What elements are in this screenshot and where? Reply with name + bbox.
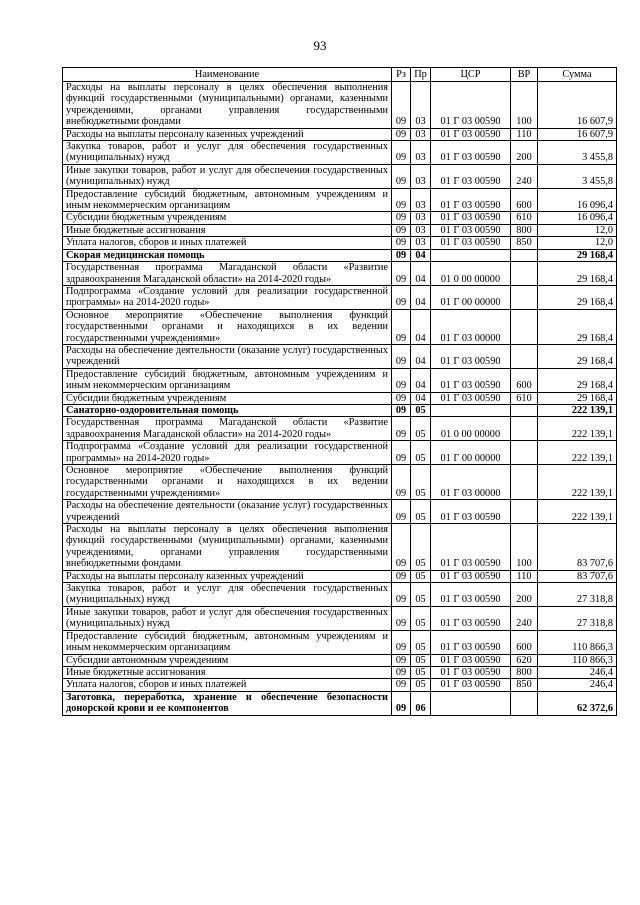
table-row bbox=[63, 344, 617, 368]
cell-pr: 05 bbox=[411, 570, 431, 582]
cell-rz: 09 bbox=[392, 262, 411, 286]
cell-name: Подпрограмма «Создание условий для реализации государственной программы» на 2014-2020 годы» bbox=[63, 441, 392, 465]
cell-pr: 05 bbox=[411, 404, 431, 416]
cell-csr: 01 Г 03 00590 bbox=[431, 630, 511, 654]
cell-vr bbox=[511, 285, 538, 309]
cell-vr: 100 bbox=[511, 524, 538, 571]
cell-rz: 09 bbox=[392, 654, 411, 666]
cell-pr: 04 bbox=[411, 249, 431, 261]
cell-sum: 83 707,6 bbox=[538, 570, 617, 582]
cell-sum: 16 096,4 bbox=[538, 188, 617, 212]
cell-name: Расходы на выплаты персоналу казенных учреждений bbox=[63, 570, 392, 582]
cell-name: Уплата налогов, сборов и иных платежей bbox=[63, 679, 392, 691]
cell-rz: 09 bbox=[392, 570, 411, 582]
cell-rz: 09 bbox=[392, 285, 411, 309]
cell-name: Уплата налогов, сборов и иных платежей bbox=[63, 237, 392, 249]
cell-pr: 05 bbox=[411, 524, 431, 571]
cell-pr: 03 bbox=[411, 141, 431, 165]
table-row bbox=[63, 417, 617, 441]
cell-csr: 01 Г 03 00590 bbox=[431, 368, 511, 392]
cell-rz: 09 bbox=[392, 141, 411, 165]
cell-vr: 240 bbox=[511, 606, 538, 630]
cell-csr: 01 Г 03 00590 bbox=[431, 666, 511, 678]
table-row bbox=[63, 570, 617, 582]
cell-sum: 222 139,1 bbox=[538, 404, 617, 416]
table-row bbox=[63, 524, 617, 571]
cell-sum: 222 139,1 bbox=[538, 465, 617, 500]
table-row bbox=[63, 606, 617, 630]
cell-sum: 29 168,4 bbox=[538, 309, 617, 344]
cell-csr: 01 Г 03 00590 bbox=[431, 654, 511, 666]
cell-pr: 05 bbox=[411, 441, 431, 465]
cell-csr bbox=[431, 404, 511, 416]
cell-sum: 3 455,8 bbox=[538, 164, 617, 188]
cell-pr: 05 bbox=[411, 630, 431, 654]
cell-csr: 01 Г 03 00000 bbox=[431, 465, 511, 500]
cell-vr bbox=[511, 465, 538, 500]
cell-name: Подпрограмма «Создание условий для реализации государственной программы» на 2014-2020 годы» bbox=[63, 285, 392, 309]
cell-pr: 05 bbox=[411, 465, 431, 500]
table-row bbox=[63, 285, 617, 309]
cell-vr bbox=[511, 417, 538, 441]
cell-name: Предоставление субсидий бюджетным, автономным учреждениям и иным некоммерческим организациям bbox=[63, 368, 392, 392]
cell-sum: 83 707,6 bbox=[538, 524, 617, 571]
cell-csr: 01 0 00 00000 bbox=[431, 262, 511, 286]
cell-csr: 01 Г 03 00590 bbox=[431, 606, 511, 630]
cell-sum: 29 168,4 bbox=[538, 249, 617, 261]
cell-sum: 3 455,8 bbox=[538, 141, 617, 165]
table-row bbox=[63, 262, 617, 286]
table-row bbox=[63, 368, 617, 392]
cell-vr: 620 bbox=[511, 654, 538, 666]
cell-vr bbox=[511, 691, 538, 715]
cell-name: Расходы на обеспечение деятельности (оказание услуг) государственных учреждений bbox=[63, 344, 392, 368]
cell-csr: 01 Г 03 00590 bbox=[431, 583, 511, 607]
cell-sum: 27 318,8 bbox=[538, 606, 617, 630]
table-row bbox=[63, 679, 617, 691]
cell-pr: 03 bbox=[411, 188, 431, 212]
cell-rz: 09 bbox=[392, 404, 411, 416]
cell-csr: 01 Г 03 00590 bbox=[431, 128, 511, 140]
cell-rz: 09 bbox=[392, 465, 411, 500]
cell-csr: 01 Г 03 00590 bbox=[431, 212, 511, 224]
header-csr: ЦСР bbox=[431, 68, 511, 82]
cell-name: Иные бюджетные ассигнования bbox=[63, 666, 392, 678]
cell-rz: 09 bbox=[392, 224, 411, 236]
cell-vr: 110 bbox=[511, 570, 538, 582]
table-row bbox=[63, 188, 617, 212]
cell-rz: 09 bbox=[392, 128, 411, 140]
cell-pr: 03 bbox=[411, 128, 431, 140]
cell-pr: 03 bbox=[411, 237, 431, 249]
table-row bbox=[63, 212, 617, 224]
cell-rz: 09 bbox=[392, 666, 411, 678]
cell-pr: 03 bbox=[411, 212, 431, 224]
cell-name: Расходы на обеспечение деятельности (оказание услуг) государственных учреждений bbox=[63, 500, 392, 524]
cell-pr: 03 bbox=[411, 224, 431, 236]
cell-name: Санаторно-оздоровительная помощь bbox=[63, 404, 392, 416]
cell-sum: 110 866,3 bbox=[538, 630, 617, 654]
cell-csr: 01 Г 03 00590 bbox=[431, 500, 511, 524]
cell-name: Субсидии автономным учреждениям bbox=[63, 654, 392, 666]
cell-vr bbox=[511, 441, 538, 465]
table-row bbox=[63, 141, 617, 165]
table-row bbox=[63, 82, 617, 129]
cell-vr: 610 bbox=[511, 212, 538, 224]
cell-vr bbox=[511, 500, 538, 524]
cell-pr: 05 bbox=[411, 679, 431, 691]
cell-sum: 16 607,9 bbox=[538, 82, 617, 129]
cell-pr: 05 bbox=[411, 417, 431, 441]
cell-pr: 05 bbox=[411, 654, 431, 666]
cell-name: Расходы на выплаты персоналу в целях обеспечения выполнения функций государственными (муниципальными) органами, казенными учреждениями, органами управления государственными внебюджетными фондами bbox=[63, 82, 392, 129]
header-sum: Сумма bbox=[538, 68, 617, 82]
cell-rz: 09 bbox=[392, 583, 411, 607]
cell-vr: 240 bbox=[511, 164, 538, 188]
cell-vr bbox=[511, 262, 538, 286]
cell-rz: 09 bbox=[392, 82, 411, 129]
page-number: 93 bbox=[313, 38, 327, 53]
table-row bbox=[63, 128, 617, 140]
cell-pr: 04 bbox=[411, 344, 431, 368]
cell-sum: 29 168,4 bbox=[538, 262, 617, 286]
table-row bbox=[63, 465, 617, 500]
cell-vr: 110 bbox=[511, 128, 538, 140]
cell-rz: 09 bbox=[392, 309, 411, 344]
cell-rz: 09 bbox=[392, 392, 411, 404]
cell-rz: 09 bbox=[392, 441, 411, 465]
cell-csr bbox=[431, 691, 511, 715]
table-row bbox=[63, 237, 617, 249]
cell-csr bbox=[431, 249, 511, 261]
cell-rz: 09 bbox=[392, 679, 411, 691]
cell-csr: 01 Г 03 00000 bbox=[431, 309, 511, 344]
cell-rz: 09 bbox=[392, 237, 411, 249]
cell-vr: 610 bbox=[511, 392, 538, 404]
cell-sum: 222 139,1 bbox=[538, 500, 617, 524]
cell-name: Скорая медицинская помощь bbox=[63, 249, 392, 261]
cell-csr: 01 Г 03 00590 bbox=[431, 82, 511, 129]
cell-pr: 04 bbox=[411, 368, 431, 392]
table-row bbox=[63, 249, 617, 261]
cell-rz: 09 bbox=[392, 691, 411, 715]
cell-name: Расходы на выплаты персоналу в целях обеспечения выполнения функций государственными (муниципальными) органами, казенными учреждениями, органами управления государственными внебюджетными фондами bbox=[63, 524, 392, 571]
table-row bbox=[63, 224, 617, 236]
cell-rz: 09 bbox=[392, 164, 411, 188]
cell-vr: 600 bbox=[511, 188, 538, 212]
cell-pr: 05 bbox=[411, 500, 431, 524]
cell-vr bbox=[511, 344, 538, 368]
header-vr: ВР bbox=[511, 68, 538, 82]
cell-name: Расходы на выплаты персоналу казенных учреждений bbox=[63, 128, 392, 140]
table-row bbox=[63, 164, 617, 188]
cell-name: Закупка товаров, работ и услуг для обеспечения государственных (муниципальных) нужд bbox=[63, 141, 392, 165]
cell-sum: 16 096,4 bbox=[538, 212, 617, 224]
budget-table bbox=[62, 67, 617, 716]
header-rz: Рз bbox=[392, 68, 411, 82]
cell-name: Субсидии бюджетным учреждениям bbox=[63, 392, 392, 404]
cell-csr: 01 Г 03 00590 bbox=[431, 237, 511, 249]
cell-name: Иные закупки товаров, работ и услуг для обеспечения государственных (муниципальных) нужд bbox=[63, 606, 392, 630]
cell-name: Предоставление субсидий бюджетным, автономным учреждениям и иным некоммерческим организациям bbox=[63, 630, 392, 654]
cell-name: Государственная программа Магаданской области «Развитие здравоохранения Магаданской области» на 2014-2020 годы» bbox=[63, 262, 392, 286]
cell-csr: 01 Г 03 00590 bbox=[431, 679, 511, 691]
cell-csr: 01 Г 03 00590 bbox=[431, 344, 511, 368]
table-row bbox=[63, 666, 617, 678]
cell-sum: 246,4 bbox=[538, 666, 617, 678]
cell-sum: 222 139,1 bbox=[538, 441, 617, 465]
cell-rz: 09 bbox=[392, 524, 411, 571]
cell-sum: 29 168,4 bbox=[538, 344, 617, 368]
cell-csr: 01 0 00 00000 bbox=[431, 417, 511, 441]
table-row bbox=[63, 392, 617, 404]
cell-sum: 222 139,1 bbox=[538, 417, 617, 441]
cell-name: Закупка товаров, работ и услуг для обеспечения государственных (муниципальных) нужд bbox=[63, 583, 392, 607]
cell-csr: 01 Г 00 00000 bbox=[431, 285, 511, 309]
cell-csr: 01 Г 03 00590 bbox=[431, 224, 511, 236]
table-row bbox=[63, 500, 617, 524]
cell-rz: 09 bbox=[392, 188, 411, 212]
cell-name: Заготовка, переработка, хранение и обеспечение безопасности донорской крови и ее компонентов bbox=[63, 691, 392, 715]
cell-rz: 09 bbox=[392, 344, 411, 368]
cell-pr: 04 bbox=[411, 285, 431, 309]
cell-name: Предоставление субсидий бюджетным, автономным учреждениям и иным некоммерческим организациям bbox=[63, 188, 392, 212]
cell-sum: 29 168,4 bbox=[538, 285, 617, 309]
cell-sum: 16 607,9 bbox=[538, 128, 617, 140]
cell-rz: 09 bbox=[392, 368, 411, 392]
cell-rz: 09 bbox=[392, 630, 411, 654]
cell-sum: 29 168,4 bbox=[538, 368, 617, 392]
cell-vr bbox=[511, 309, 538, 344]
cell-csr: 01 Г 03 00590 bbox=[431, 392, 511, 404]
cell-name: Основное мероприятие «Обеспечение выполнения функций государственными органами и находящихся в их ведении государственными учреждениями» bbox=[63, 309, 392, 344]
cell-pr: 04 bbox=[411, 309, 431, 344]
cell-csr: 01 Г 03 00590 bbox=[431, 570, 511, 582]
table-header-row bbox=[63, 68, 617, 82]
cell-csr: 01 Г 03 00590 bbox=[431, 524, 511, 571]
cell-pr: 03 bbox=[411, 82, 431, 129]
cell-name: Субсидии бюджетным учреждениям bbox=[63, 212, 392, 224]
cell-sum: 12,0 bbox=[538, 224, 617, 236]
table-row bbox=[63, 309, 617, 344]
cell-pr: 05 bbox=[411, 666, 431, 678]
cell-vr: 800 bbox=[511, 224, 538, 236]
cell-vr: 850 bbox=[511, 237, 538, 249]
cell-vr: 600 bbox=[511, 368, 538, 392]
cell-rz: 09 bbox=[392, 249, 411, 261]
cell-name: Государственная программа Магаданской области «Развитие здравоохранения Магаданской области» на 2014-2020 годы» bbox=[63, 417, 392, 441]
cell-pr: 03 bbox=[411, 164, 431, 188]
cell-vr: 800 bbox=[511, 666, 538, 678]
cell-pr: 06 bbox=[411, 691, 431, 715]
cell-vr: 850 bbox=[511, 679, 538, 691]
cell-vr: 600 bbox=[511, 630, 538, 654]
cell-pr: 05 bbox=[411, 606, 431, 630]
cell-pr: 04 bbox=[411, 262, 431, 286]
cell-vr: 100 bbox=[511, 82, 538, 129]
cell-csr: 01 Г 03 00590 bbox=[431, 141, 511, 165]
table-row bbox=[63, 583, 617, 607]
cell-name: Иные бюджетные ассигнования bbox=[63, 224, 392, 236]
header-pr: Пр bbox=[411, 68, 431, 82]
cell-rz: 09 bbox=[392, 212, 411, 224]
cell-sum: 110 866,3 bbox=[538, 654, 617, 666]
cell-csr: 01 Г 03 00590 bbox=[431, 188, 511, 212]
table-row bbox=[63, 441, 617, 465]
cell-csr: 01 Г 00 00000 bbox=[431, 441, 511, 465]
table-row bbox=[63, 630, 617, 654]
cell-sum: 12,0 bbox=[538, 237, 617, 249]
cell-pr: 04 bbox=[411, 392, 431, 404]
cell-sum: 29 168,4 bbox=[538, 392, 617, 404]
cell-sum: 27 318,8 bbox=[538, 583, 617, 607]
cell-vr bbox=[511, 249, 538, 261]
cell-rz: 09 bbox=[392, 417, 411, 441]
cell-vr: 200 bbox=[511, 141, 538, 165]
cell-sum: 246,4 bbox=[538, 679, 617, 691]
table-row bbox=[63, 404, 617, 416]
table-row bbox=[63, 654, 617, 666]
cell-sum: 62 372,6 bbox=[538, 691, 617, 715]
cell-name: Основное мероприятие «Обеспечение выполнения функций государственными органами и находящихся в их ведении государственными учреждениями» bbox=[63, 465, 392, 500]
cell-csr: 01 Г 03 00590 bbox=[431, 164, 511, 188]
cell-vr: 200 bbox=[511, 583, 538, 607]
cell-pr: 05 bbox=[411, 583, 431, 607]
table-row bbox=[63, 691, 617, 715]
cell-vr bbox=[511, 404, 538, 416]
cell-name: Иные закупки товаров, работ и услуг для обеспечения государственных (муниципальных) нужд bbox=[63, 164, 392, 188]
header-name: Наименование bbox=[63, 68, 392, 82]
cell-rz: 09 bbox=[392, 500, 411, 524]
cell-rz: 09 bbox=[392, 606, 411, 630]
